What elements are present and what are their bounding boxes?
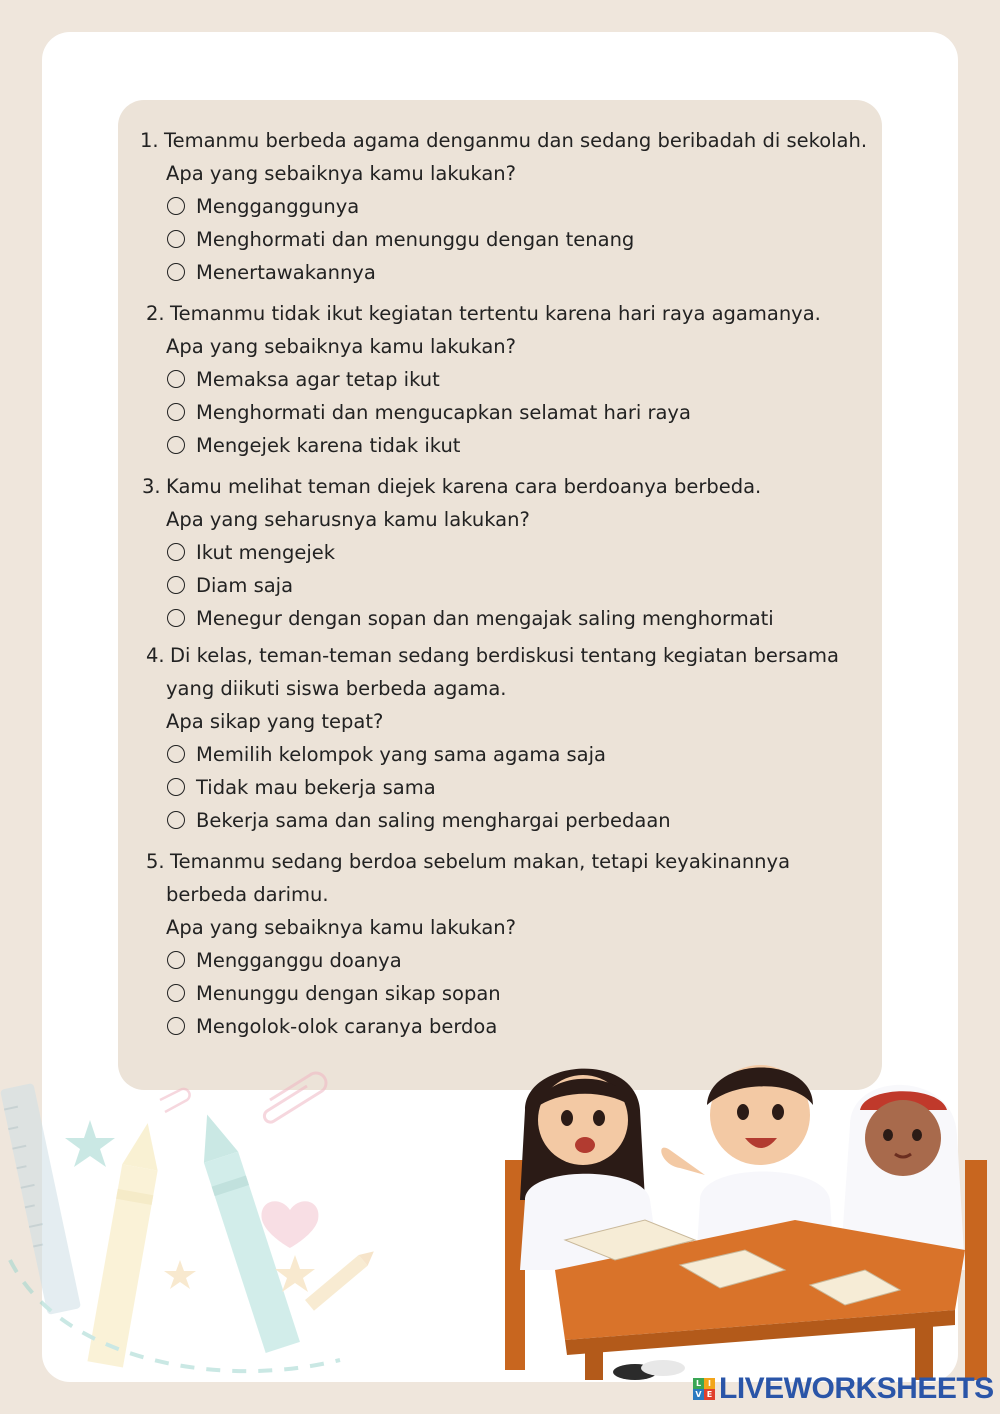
answer-option[interactable] xyxy=(146,363,886,396)
answer-option[interactable] xyxy=(146,738,886,771)
question-text: Temanmu berbeda agama denganmu dan sedang beribadah di sekolah. xyxy=(164,129,868,152)
option-label: Bekerja sama dan saling menghargai perbedaan xyxy=(196,809,671,832)
question-text: Di kelas, teman-teman sedang berdiskusi tentang kegiatan bersama xyxy=(170,644,839,667)
radio-button[interactable] xyxy=(167,609,185,627)
option-label: Mengganggu doanya xyxy=(196,949,402,972)
paperclip-icon xyxy=(160,1089,190,1112)
star-icon xyxy=(65,1120,115,1167)
answer-option[interactable] xyxy=(146,977,886,1010)
answer-option[interactable] xyxy=(146,1010,886,1043)
question-2 xyxy=(146,297,886,462)
option-label: Mengejek karena tidak ikut xyxy=(196,434,461,457)
radio-button[interactable] xyxy=(167,403,185,421)
chair-leg xyxy=(965,1160,987,1380)
question-1 xyxy=(140,124,880,289)
option-label: Menunggu dengan sikap sopan xyxy=(196,982,501,1005)
answer-option[interactable] xyxy=(140,223,880,256)
radio-button[interactable] xyxy=(167,197,185,215)
question-number: 3. xyxy=(142,475,161,498)
question-number: 1. xyxy=(140,129,159,152)
question-text: Apa sikap yang tepat? xyxy=(166,710,384,733)
option-label: Mengganggunya xyxy=(196,195,360,218)
question-number: 4. xyxy=(146,644,165,667)
question-text: Apa yang sebaiknya kamu lakukan? xyxy=(166,162,517,185)
question-4 xyxy=(146,639,886,837)
pencil-icon xyxy=(305,1246,378,1311)
question-3 xyxy=(142,470,882,635)
question-text: Temanmu sedang berdoa sebelum makan, tetapi keyakinannya xyxy=(170,850,791,873)
star-icon xyxy=(164,1260,196,1289)
answer-option[interactable] xyxy=(146,396,886,429)
radio-button[interactable] xyxy=(167,576,185,594)
stationery-decoration xyxy=(0,1060,380,1400)
radio-button[interactable] xyxy=(167,984,185,1002)
question-text: Apa yang seharusnya kamu lakukan? xyxy=(166,508,530,531)
radio-button[interactable] xyxy=(167,263,185,281)
question-text: yang diikuti siswa berbeda agama. xyxy=(166,677,507,700)
question-number: 5. xyxy=(146,850,165,873)
question-text: berbeda darimu. xyxy=(166,883,329,906)
paperclip-icon xyxy=(264,1073,326,1122)
question-number: 2. xyxy=(146,302,165,325)
answer-option[interactable] xyxy=(142,602,882,635)
option-label: Memaksa agar tetap ikut xyxy=(196,368,440,391)
brand-name: LIVEWORKSHEETS xyxy=(719,1372,994,1405)
radio-button[interactable] xyxy=(167,436,185,454)
option-label: Menertawakannya xyxy=(196,261,376,284)
answer-option[interactable] xyxy=(146,429,886,462)
question-5 xyxy=(146,845,886,1043)
option-label: Mengolok-olok caranya berdoa xyxy=(196,1015,498,1038)
question-text: Temanmu tidak ikut kegiatan tertentu karena hari raya agamanya. xyxy=(170,302,821,325)
radio-button[interactable] xyxy=(167,778,185,796)
children-studying-illustration xyxy=(495,1050,1000,1380)
option-label: Menegur dengan sopan dan mengajak saling menghormati xyxy=(196,607,774,630)
answer-option[interactable] xyxy=(140,256,880,289)
radio-button[interactable] xyxy=(167,543,185,561)
ruler-icon xyxy=(0,1083,81,1315)
option-label: Memilih kelompok yang sama agama saja xyxy=(196,743,606,766)
answer-option[interactable] xyxy=(146,944,886,977)
answer-option[interactable] xyxy=(146,771,886,804)
answer-option[interactable] xyxy=(142,569,882,602)
brand-mark-icon: L I V E xyxy=(693,1378,715,1400)
option-label: Menghormati dan mengucapkan selamat hari raya xyxy=(196,401,691,424)
answer-option[interactable] xyxy=(146,804,886,837)
radio-button[interactable] xyxy=(167,370,185,388)
radio-button[interactable] xyxy=(167,745,185,763)
heart-icon xyxy=(262,1201,319,1248)
radio-button[interactable] xyxy=(167,811,185,829)
answer-option[interactable] xyxy=(142,536,882,569)
option-label: Ikut mengejek xyxy=(196,541,336,564)
radio-button[interactable] xyxy=(167,1017,185,1035)
option-label: Diam saja xyxy=(196,574,294,597)
radio-button[interactable] xyxy=(167,951,185,969)
answer-option[interactable] xyxy=(140,190,880,223)
radio-button[interactable] xyxy=(167,230,185,248)
liveworksheets-logo xyxy=(693,1374,994,1404)
option-label: Menghormati dan menunggu dengan tenang xyxy=(196,228,635,251)
question-text: Apa yang sebaiknya kamu lakukan? xyxy=(166,335,517,358)
question-text: Apa yang sebaiknya kamu lakukan? xyxy=(166,916,517,939)
option-label: Tidak mau bekerja sama xyxy=(196,776,436,799)
question-text: Kamu melihat teman diejek karena cara berdoanya berbeda. xyxy=(166,475,762,498)
